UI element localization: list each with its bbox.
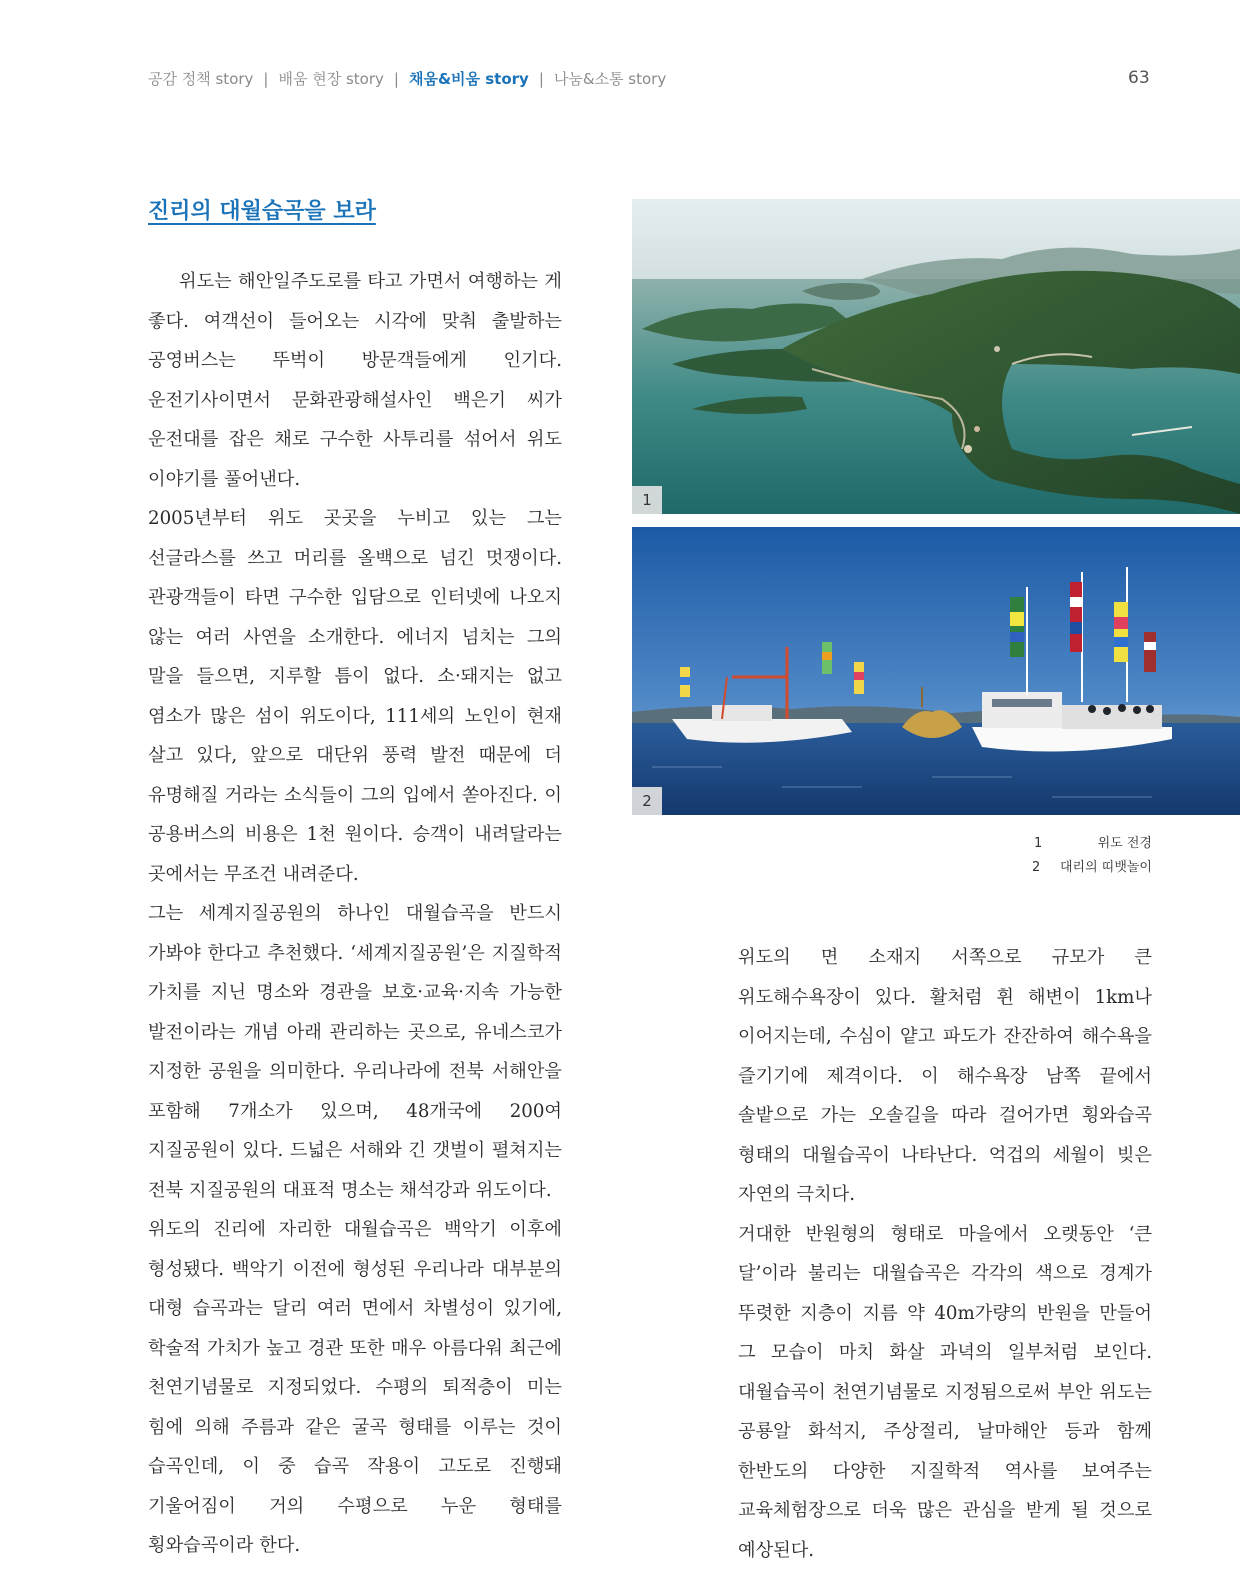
- section-title: 진리의 대월습곡을 보라: [148, 194, 376, 225]
- photo-captions: [1000, 832, 1152, 880]
- caption-number: 2: [1032, 856, 1060, 880]
- nav-item-sharing: 나눔&소통 story: [554, 70, 666, 88]
- island-aerial-illustration: [632, 199, 1240, 514]
- paragraph: 그는 세계지질공원의 하나인 대월습곡을 반드시 가봐야 한다고 추천했다. ‘세계지질공원’은 지질학적 가치를 지닌 명소와 경관을 보호·교육·지속 가능한 발전이라는 개념 아래 관리하는 곳으로, 유네스코가 지정한 공원을 의미한다. 우리나라에 전북 서해안을 포함해 7개소가 있으며, 48개국에 200여 지질공원이 있다. 드넓은 서해와 긴 갯벌이 펼쳐지는 전북 지질공원의 대표적 명소는 채석강과 위도이다.: [148, 894, 562, 1210]
- caption-row: [1000, 832, 1152, 856]
- nav-item-fill-empty: 채움&비움 story: [409, 70, 529, 88]
- page-number: 63: [1128, 68, 1150, 88]
- nav-item-learning: 배움 현장 story: [278, 70, 383, 88]
- photo-boat-festival: [632, 527, 1240, 815]
- caption-number: 1: [1034, 832, 1062, 856]
- nav-item-policy: 공감 정책 story: [148, 70, 253, 88]
- paragraph: 위도는 해안일주도로를 타고 가면서 여행하는 게 좋다. 여객선이 들어오는 시각에 맞춰 출발하는 공영버스는 뚜벅이 방문객들에게 인기다. 운전기사이면서 문화관광해설사인 백은기 씨가 운전대를 잡은 채로 구수한 사투리를 섞어서 위도 이야기를 풀어낸다.: [148, 262, 562, 499]
- photo-number-badge: 2: [632, 787, 662, 815]
- article-right-column: [738, 938, 1152, 1570]
- paragraph: 위도의 진리에 자리한 대월습곡은 백악기 이후에 형성됐다. 백악기 이전에 형성된 우리나라 대부분의 대형 습곡과는 달리 여러 면에서 차별성이 있기에, 학술적 가치가 높고 경관 또한 매우 아름다워 최근에 천연기념물로 지정되었다. 수평의 퇴적층이 미는 힘에 의해 주름과 같은 굴곡 형태를 이루는 것이 습곡인데, 이 중 습곡 작용이 고도로 진행돼 기울어짐이 거의 수평으로 누운 형태를 횡와습곡이라 한다.: [148, 1210, 562, 1566]
- caption-row: [1000, 856, 1152, 880]
- photo-number-badge: 1: [632, 486, 662, 514]
- nav-separator: |: [263, 70, 268, 88]
- nav-separator: |: [394, 70, 399, 88]
- caption-text: 위도 전경: [1062, 832, 1152, 856]
- paragraph: 거대한 반원형의 형태로 마을에서 오랫동안 ‘큰 달’이라 불리는 대월습곡은 각각의 색으로 경계가 뚜렷한 지층이 지름 약 40m가량의 반원을 만들어 그 모습이 마치 화살 과녁의 일부처럼 보인다. 대월습곡이 천연기념물로 지정됨으로써 부안 위도는 공룡알 화석지, 주상절리, 날마해안 등과 함께 한반도의 다양한 지질학적 역사를 보여주는 교육체험장으로 더욱 많은 관심을 받게 될 것으로 예상된다.: [738, 1215, 1152, 1570]
- paragraph: 위도의 면 소재지 서쪽으로 규모가 큰 위도해수욕장이 있다. 활처럼 휜 해변이 1km나 이어지는데, 수심이 얕고 파도가 잔잔하여 해수욕을 즐기기에 제격이다. 이 해수욕장 남쪽 끝에서 솔밭으로 가는 오솔길을 따라 걸어가면 횡와습곡 형태의 대월습곡이 나타난다. 억겁의 세월이 빚은 자연의 극치다.: [738, 938, 1152, 1215]
- paragraph: 2005년부터 위도 곳곳을 누비고 있는 그는 선글라스를 쓰고 머리를 올백으로 넘긴 멋쟁이다. 관광객들이 타면 구수한 입담으로 인터넷에 나오지 않는 여러 사연을 소개한다. 에너지 넘치는 그의 말을 들으면, 지루할 틈이 없다. 소·돼지는 없고 염소가 많은 섬이 위도이다, 111세의 노인이 현재 살고 있다, 앞으로 대단위 풍력 발전 때문에 더 유명해질 거라는 소식들이 그의 입에서 쏟아진다. 이 공용버스의 비용은 1천 원이다. 승객이 내려달라는 곳에서는 무조건 내려준다.: [148, 499, 562, 894]
- boat-festival-illustration: [632, 527, 1240, 815]
- running-header: [148, 68, 666, 89]
- article-left-column: [148, 262, 562, 1566]
- caption-text: 대리의 띠뱃놀이: [1060, 856, 1152, 880]
- photo-island-aerial: [632, 199, 1240, 514]
- nav-separator: |: [539, 70, 544, 88]
